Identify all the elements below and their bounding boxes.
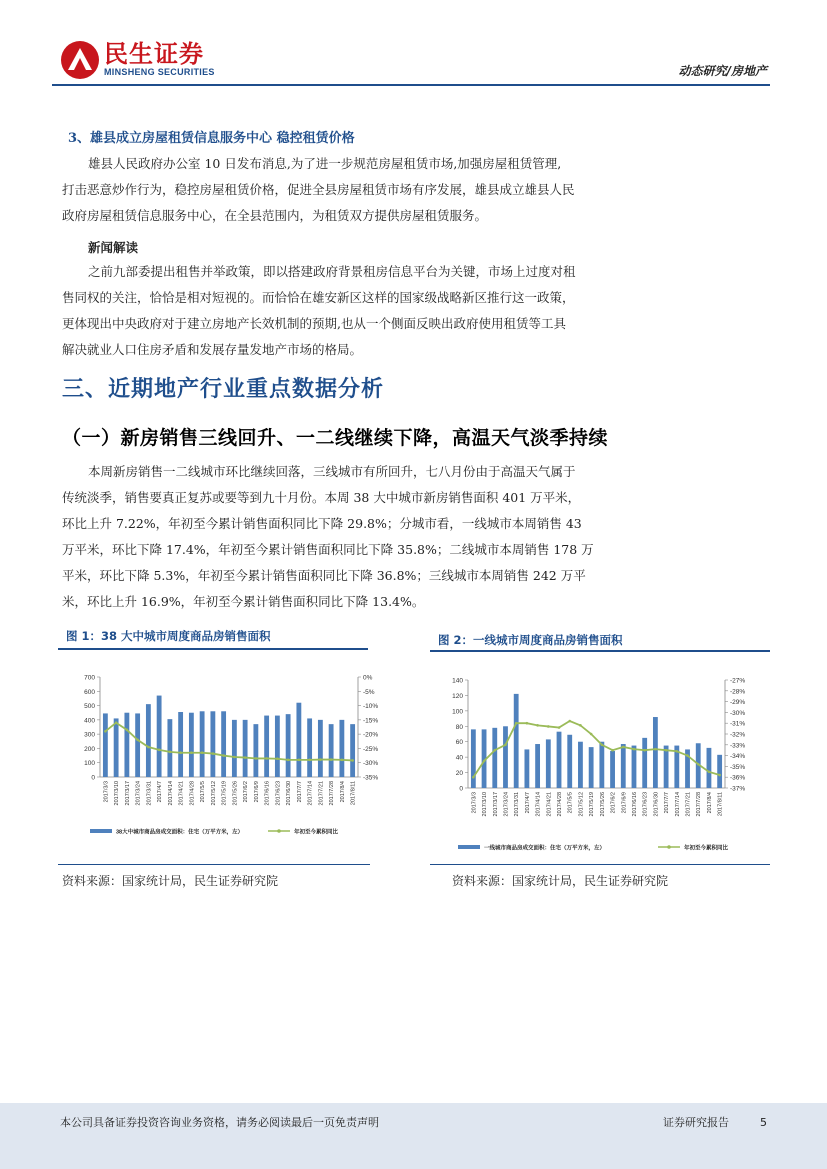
right-tick-label: -34% bbox=[730, 753, 746, 761]
sales-line: 传统淡季，销售要真正复苏或要等到九十月份。本周 38 大中城市新房销售面积 401 万平米， bbox=[62, 490, 581, 505]
yoy-point bbox=[676, 750, 679, 753]
bar bbox=[632, 746, 637, 788]
bar bbox=[524, 749, 529, 788]
x-tick-label: 2017/3/24 bbox=[135, 781, 142, 806]
yoy-point bbox=[697, 763, 700, 766]
left-tick-label: 500 bbox=[84, 703, 95, 711]
bar bbox=[535, 744, 540, 788]
right-tick-label: 0% bbox=[363, 674, 373, 682]
yoy-point bbox=[643, 749, 646, 752]
bar bbox=[492, 728, 497, 788]
bar bbox=[221, 711, 226, 777]
figure2-chart bbox=[430, 668, 770, 863]
legend-bar-swatch bbox=[458, 845, 480, 849]
x-tick-label: 2017/7/14 bbox=[307, 781, 314, 806]
figure2-title: 图 2：一线城市周度商品房销售面积 bbox=[438, 633, 623, 647]
bar bbox=[664, 746, 669, 788]
page-number: 5 bbox=[760, 1116, 767, 1129]
yoy-point bbox=[233, 756, 236, 759]
news-interpretation-label: 新闻解读 bbox=[88, 240, 139, 255]
bar bbox=[653, 717, 658, 788]
bar bbox=[471, 729, 476, 788]
bar bbox=[514, 694, 519, 788]
x-tick-label: 2017/6/30 bbox=[653, 792, 660, 817]
left-tick-label: 600 bbox=[84, 688, 95, 696]
section-tag: 动态研究/房地产 bbox=[678, 64, 767, 78]
figure1-source: 资料来源：国家统计局，民生证券研究院 bbox=[62, 874, 279, 888]
bar bbox=[167, 719, 172, 777]
yoy-point bbox=[104, 730, 107, 733]
bar bbox=[296, 703, 301, 777]
yoy-point bbox=[493, 749, 496, 752]
yoy-point bbox=[590, 733, 593, 736]
yoy-point bbox=[708, 771, 711, 774]
x-tick-label: 2017/4/21 bbox=[546, 792, 553, 817]
logo-wordmark: 民生证券 bbox=[104, 40, 204, 68]
right-tick-label: -15% bbox=[363, 717, 379, 725]
right-tick-label: -32% bbox=[730, 731, 746, 739]
figure1-title-rule bbox=[58, 648, 368, 650]
x-tick-label: 2017/7/14 bbox=[674, 792, 681, 817]
right-tick-label: -29% bbox=[730, 699, 746, 707]
x-tick-label: 2017/6/2 bbox=[610, 792, 617, 814]
yoy-point bbox=[136, 739, 139, 742]
figure2-title-rule bbox=[430, 650, 770, 652]
yoy-point bbox=[654, 748, 657, 751]
x-tick-label: 2017/5/19 bbox=[221, 781, 228, 806]
figure1-title: 图 1：38 大中城市周度商品房销售面积 bbox=[66, 629, 271, 643]
left-tick-label: 0 bbox=[459, 785, 463, 793]
legend-line-marker bbox=[277, 829, 281, 833]
right-tick-label: -10% bbox=[363, 703, 379, 711]
x-tick-label: 2017/3/17 bbox=[492, 792, 499, 817]
bar bbox=[307, 718, 312, 777]
yoy-point bbox=[536, 724, 539, 727]
x-tick-label: 2017/6/9 bbox=[621, 792, 628, 814]
right-tick-label: -25% bbox=[363, 745, 379, 753]
x-tick-label: 2017/3/10 bbox=[114, 781, 121, 806]
yoy-point bbox=[244, 756, 247, 759]
x-tick-label: 2017/8/4 bbox=[706, 792, 713, 814]
yoy-point bbox=[351, 759, 354, 762]
x-tick-label: 2017/8/11 bbox=[350, 781, 357, 806]
minsheng-logo-icon bbox=[60, 40, 100, 80]
figure2-bottom-rule bbox=[430, 864, 770, 865]
logo-english: MINSHENG SECURITIES bbox=[104, 67, 215, 77]
right-tick-label: -35% bbox=[363, 774, 379, 782]
yoy-point bbox=[222, 754, 225, 757]
x-tick-label: 2017/6/16 bbox=[264, 781, 271, 806]
yoy-point bbox=[483, 760, 486, 763]
bar bbox=[567, 735, 572, 788]
bar bbox=[589, 747, 594, 788]
yoy-point bbox=[212, 752, 215, 755]
left-tick-label: 200 bbox=[84, 745, 95, 753]
left-tick-label: 100 bbox=[84, 760, 95, 768]
yoy-point bbox=[526, 722, 529, 725]
news-line: 雄县人民政府办公室 10 日发布消息,为了进一步规范房屋租赁市场,加强房屋租赁管理, bbox=[88, 156, 562, 171]
right-tick-label: -28% bbox=[730, 688, 746, 696]
x-tick-label: 2017/3/3 bbox=[471, 792, 478, 814]
x-tick-label: 2017/6/30 bbox=[286, 781, 293, 806]
bar bbox=[707, 748, 712, 788]
yoy-point bbox=[158, 749, 161, 752]
x-tick-label: 2017/6/2 bbox=[243, 781, 250, 803]
footer-right bbox=[663, 1114, 767, 1130]
yoy-point bbox=[633, 748, 636, 751]
x-tick-label: 2017/7/21 bbox=[318, 781, 325, 806]
bar bbox=[146, 704, 151, 777]
yoy-point bbox=[287, 759, 290, 762]
bar bbox=[114, 718, 119, 777]
yoy-point bbox=[686, 754, 689, 757]
bar bbox=[210, 711, 215, 777]
sales-line: 环比上升 7.22%，年初至今累计销售面积同比下降 29.8%；分城市看，一线城市本周销售 43 bbox=[62, 516, 582, 531]
x-tick-label: 2017/3/17 bbox=[124, 781, 131, 806]
bar bbox=[503, 726, 508, 788]
yoy-point bbox=[472, 776, 475, 779]
sales-line: 万平米，环比下降 17.4%，年初至今累计销售面积同比下降 35.8%；二线城市本周销售 178 万 bbox=[62, 542, 594, 557]
bar bbox=[178, 712, 183, 777]
bar bbox=[599, 742, 604, 788]
yoy-point bbox=[558, 726, 561, 729]
left-tick-label: 120 bbox=[452, 692, 463, 700]
legend-bar-label: 一线城市商品房成交面积：住宅（万平方米，左） bbox=[484, 845, 606, 852]
yoy-point bbox=[504, 744, 507, 747]
yoy-point bbox=[201, 751, 204, 754]
right-tick-label: -37% bbox=[730, 785, 746, 793]
x-tick-label: 2017/8/11 bbox=[717, 792, 724, 817]
right-tick-label: -31% bbox=[730, 720, 746, 728]
left-tick-label: 20 bbox=[455, 770, 463, 778]
left-tick-label: 60 bbox=[455, 739, 463, 747]
news-line: 政府房屋租赁信息服务中心，在全县范围内，为租赁双方提供房屋租赁服务。 bbox=[62, 208, 488, 223]
left-tick-label: 100 bbox=[452, 708, 463, 716]
news-paragraph bbox=[62, 151, 742, 229]
x-tick-label: 2017/3/31 bbox=[146, 781, 153, 806]
x-tick-label: 2017/4/21 bbox=[178, 781, 185, 806]
yoy-point bbox=[308, 759, 311, 762]
yoy-point bbox=[568, 720, 571, 723]
bar bbox=[546, 739, 551, 788]
yoy-point bbox=[579, 724, 582, 727]
x-tick-label: 2017/4/28 bbox=[189, 781, 196, 806]
left-tick-label: 80 bbox=[455, 723, 463, 731]
x-tick-label: 2017/7/28 bbox=[329, 781, 336, 806]
x-tick-label: 2017/4/14 bbox=[535, 792, 542, 817]
header-divider bbox=[52, 84, 770, 86]
yoy-point bbox=[319, 758, 322, 761]
right-tick-label: -30% bbox=[363, 760, 379, 768]
interp-line: 之前九部委提出租售并举政策，即以搭建政府背景租房信息平台为关键，市场上过度对租 bbox=[88, 264, 576, 279]
bar bbox=[200, 711, 205, 777]
bar bbox=[253, 724, 258, 777]
legend-bar-label: 38大中城市商品房成交面积：住宅（万平方米，左） bbox=[116, 829, 244, 836]
left-tick-label: 700 bbox=[84, 674, 95, 682]
x-tick-label: 2017/6/23 bbox=[642, 792, 649, 817]
bar bbox=[717, 755, 722, 788]
left-tick-label: 400 bbox=[84, 717, 95, 725]
x-tick-label: 2017/4/28 bbox=[557, 792, 564, 817]
bar bbox=[243, 720, 248, 777]
bar bbox=[621, 744, 626, 788]
footer-disclaimer: 本公司具备证券投资咨询业务资格，请务必阅读最后一页免责声明 bbox=[60, 1116, 379, 1129]
bar bbox=[264, 716, 269, 777]
interp-line: 售同权的关注，恰恰是相对短视的。而恰恰在雄安新区这样的国家级战略新区推行这一政策， bbox=[62, 290, 575, 305]
left-tick-label: 0 bbox=[91, 774, 95, 782]
x-tick-label: 2017/5/5 bbox=[567, 792, 574, 814]
yoy-point bbox=[126, 729, 129, 732]
yoy-point bbox=[515, 722, 518, 725]
x-tick-label: 2017/4/14 bbox=[167, 781, 174, 806]
x-tick-label: 2017/3/24 bbox=[503, 792, 510, 817]
bar bbox=[578, 742, 583, 788]
bar bbox=[557, 732, 562, 788]
bar bbox=[318, 720, 323, 777]
bar bbox=[275, 716, 280, 777]
yoy-point bbox=[276, 757, 279, 760]
bar bbox=[103, 713, 108, 777]
legend-line-label: 年初至今累积同比 bbox=[294, 829, 339, 836]
sales-paragraph bbox=[62, 459, 752, 615]
yoy-point bbox=[179, 751, 182, 754]
x-tick-label: 2017/7/21 bbox=[685, 792, 692, 817]
interp-line: 更体现出中央政府对于建立房地产长效机制的预期,也从一个侧面反映出政府使用租赁等工具 bbox=[62, 316, 566, 331]
x-tick-label: 2017/5/12 bbox=[210, 781, 217, 806]
yoy-point bbox=[265, 757, 268, 760]
x-tick-label: 2017/5/5 bbox=[200, 781, 207, 803]
bar bbox=[157, 696, 162, 777]
x-tick-label: 2017/8/4 bbox=[339, 781, 346, 803]
left-tick-label: 40 bbox=[455, 754, 463, 762]
bar bbox=[124, 713, 129, 777]
right-tick-label: -35% bbox=[730, 763, 746, 771]
x-tick-label: 2017/7/7 bbox=[664, 792, 671, 814]
sales-line: 平米，环比下降 5.3%，年初至今累计销售面积同比下降 36.8%；三线城市本周销售 242 万平 bbox=[62, 568, 586, 583]
figure1-chart bbox=[58, 662, 379, 862]
yoy-point bbox=[115, 721, 118, 724]
x-tick-label: 2017/7/28 bbox=[696, 792, 703, 817]
right-tick-label: -36% bbox=[730, 774, 746, 782]
legend-line-marker bbox=[667, 845, 671, 849]
figure2-source: 资料来源：国家统计局，民生证券研究院 bbox=[452, 874, 669, 888]
left-tick-label: 140 bbox=[452, 677, 463, 685]
x-tick-label: 2017/6/16 bbox=[631, 792, 638, 817]
yoy-point bbox=[718, 774, 721, 777]
yoy-point bbox=[665, 749, 668, 752]
sales-line: 本周新房销售一二线城市环比继续回落，三线城市有所回升，七八月份由于高温天气属于 bbox=[88, 464, 576, 479]
yoy-point bbox=[601, 744, 604, 747]
footer-bar bbox=[0, 1103, 827, 1169]
news-heading: 3、雄县成立房屋租赁信息服务中心 稳控租赁价格 bbox=[68, 131, 355, 146]
x-tick-label: 2017/5/26 bbox=[232, 781, 239, 806]
interpretation-paragraph bbox=[62, 259, 742, 363]
x-tick-label: 2017/4/7 bbox=[524, 792, 531, 814]
legend-line-label: 年初至今累积同比 bbox=[684, 845, 729, 852]
yoy-point bbox=[547, 725, 550, 728]
yoy-line bbox=[473, 721, 719, 777]
news-line: 打击恶意炒作行为，稳控房屋租赁价格，促进全县房屋租赁市场有序发展，雄县成立雄县人民 bbox=[62, 182, 575, 197]
report-type: 证券研究报告 bbox=[663, 1116, 729, 1129]
left-tick-label: 300 bbox=[84, 731, 95, 739]
yoy-point bbox=[190, 751, 193, 754]
x-tick-label: 2017/7/7 bbox=[296, 781, 303, 803]
yoy-point bbox=[169, 751, 172, 754]
right-tick-label: -27% bbox=[730, 677, 746, 685]
x-tick-label: 2017/3/3 bbox=[103, 781, 110, 803]
x-tick-label: 2017/5/12 bbox=[578, 792, 585, 817]
bar bbox=[350, 724, 355, 777]
x-tick-label: 2017/6/9 bbox=[253, 781, 260, 803]
interp-line: 解决就业人口住房矛盾和发展存量发地产市场的格局。 bbox=[62, 342, 363, 357]
yoy-point bbox=[622, 746, 625, 749]
subsection-title: （一）新房销售三线回升、一二线继续下降，高温天气淡季持续 bbox=[62, 427, 609, 449]
yoy-point bbox=[255, 757, 258, 760]
figure1-bottom-rule bbox=[58, 864, 370, 865]
x-tick-label: 2017/5/19 bbox=[589, 792, 596, 817]
bar bbox=[189, 713, 194, 777]
yoy-line bbox=[105, 723, 352, 761]
yoy-point bbox=[341, 759, 344, 762]
bar bbox=[135, 713, 140, 777]
right-tick-label: -5% bbox=[363, 688, 375, 696]
right-tick-label: -33% bbox=[730, 742, 746, 750]
bar bbox=[232, 720, 237, 777]
x-tick-label: 2017/4/7 bbox=[157, 781, 164, 803]
bar bbox=[610, 751, 615, 788]
x-tick-label: 2017/3/10 bbox=[482, 792, 489, 817]
part-title: 三、近期地产行业重点数据分析 bbox=[62, 376, 385, 402]
bar bbox=[642, 738, 647, 788]
yoy-point bbox=[330, 758, 333, 761]
yoy-point bbox=[298, 759, 301, 762]
right-tick-label: -30% bbox=[730, 709, 746, 717]
yoy-point bbox=[147, 746, 150, 749]
bar bbox=[286, 714, 291, 777]
yoy-point bbox=[611, 749, 614, 752]
legend-bar-swatch bbox=[90, 829, 112, 833]
x-tick-label: 2017/5/26 bbox=[599, 792, 606, 817]
sales-line: 米，环比上升 16.9%，年初至今累计销售面积同比下降 13.4%。 bbox=[62, 594, 425, 609]
x-tick-label: 2017/3/31 bbox=[514, 792, 521, 817]
bar bbox=[329, 724, 334, 777]
right-tick-label: -20% bbox=[363, 731, 379, 739]
x-tick-label: 2017/6/23 bbox=[275, 781, 282, 806]
bar bbox=[339, 720, 344, 777]
